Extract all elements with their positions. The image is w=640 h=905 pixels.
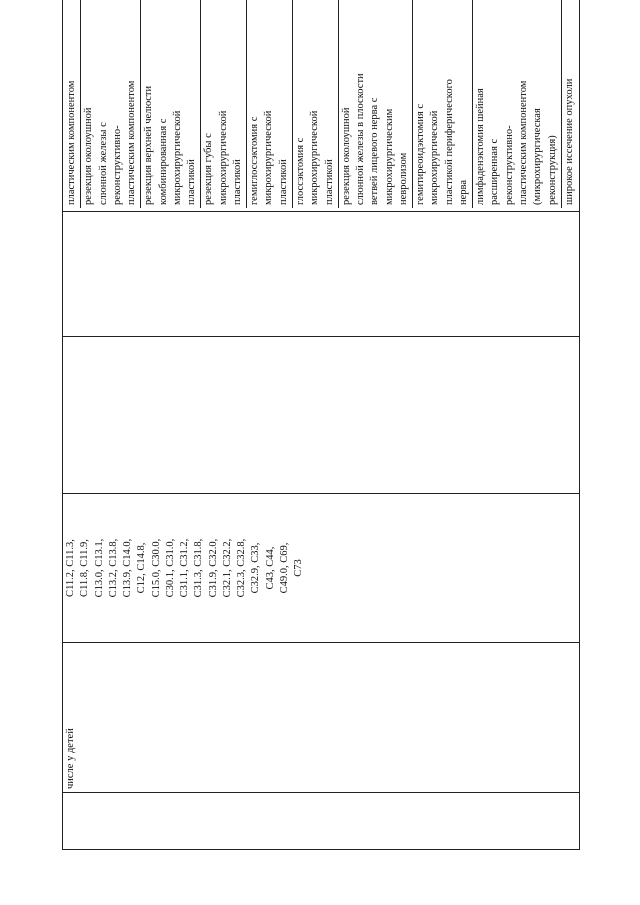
procedure-item xyxy=(293,0,339,208)
procedure-line: лимфаденэктомия шейная xyxy=(475,88,487,205)
procedure-line: реконструкция) xyxy=(546,135,558,205)
cell-procedure-list xyxy=(63,0,580,212)
procedure-line: реконструктивно- xyxy=(111,125,123,205)
procedure-line: резекция околоушной xyxy=(83,107,95,205)
icd-code-line: C32.9, C33, xyxy=(250,542,262,594)
procedure-line: гемиглоссэктомия с xyxy=(249,116,261,205)
procedure-line: слюнной железы с xyxy=(97,122,109,205)
procedure-item xyxy=(201,0,247,208)
icd-code-line: C31.1, C31.2, xyxy=(179,538,191,598)
procedure-line: микрохирургической xyxy=(171,110,183,205)
procedure-line: микрохирургическим xyxy=(383,108,395,205)
procedure-line: резекция околоушной xyxy=(340,107,352,205)
icd-code-line: C11.2, C11.3, xyxy=(65,539,76,597)
procedure-line: нерва xyxy=(457,179,469,205)
procedure-line: резекция верхней челюсти xyxy=(143,85,155,205)
icd-code-line: C32.1, C32.2, xyxy=(221,538,233,598)
procedure-line: пластикой xyxy=(323,159,335,205)
procedure-line: гемитиреоидэктомия с xyxy=(415,103,427,205)
procedure-line: расширенная с xyxy=(489,138,501,205)
medical-procedures-table xyxy=(62,0,580,850)
icd-code-line: C43, C44, xyxy=(264,546,276,590)
icd-code-line: C15.0, C30.0, xyxy=(150,538,162,598)
cell-number xyxy=(63,793,580,850)
icd-code-line: C13.0, C13.1, xyxy=(93,538,105,598)
procedure-line: реконструктивно- xyxy=(503,125,515,205)
procedure-line: ветвей лицевого нерва с xyxy=(369,97,381,205)
icd-code-line: C12, C14.8, xyxy=(136,542,148,594)
icd-code-line: C49.0, C69, xyxy=(278,542,290,594)
procedure-item xyxy=(81,0,141,208)
table-row xyxy=(63,0,580,850)
procedure-line: невролизом xyxy=(397,152,409,205)
procedure-line: пластикой периферического xyxy=(443,79,455,205)
cell-patient-model xyxy=(63,337,580,494)
cell-profile: числе у детей xyxy=(63,643,580,793)
cell-treatment-type xyxy=(63,212,580,337)
procedure-line: резекция губы с xyxy=(203,133,215,205)
icd-code-line: C73 xyxy=(293,559,305,577)
procedure-item xyxy=(64,0,81,208)
cell-icd-codes xyxy=(63,494,580,643)
rotated-table-wrapper xyxy=(62,22,575,850)
icd-code-line: C31.9, C32.0, xyxy=(207,538,219,598)
procedure-line: микрохирургической xyxy=(429,110,441,205)
procedure-line: микрохирургической xyxy=(217,110,229,205)
procedure-item xyxy=(473,0,562,208)
procedure-line: пластическим компонентом xyxy=(126,80,138,205)
procedure-item xyxy=(339,0,413,208)
icd-code-line: C13.2, C13.8, xyxy=(107,538,119,598)
procedure-item xyxy=(247,0,293,208)
procedure-line: микрохирургической xyxy=(263,110,275,205)
icd-code-line: C30.1, C31.0, xyxy=(164,538,176,598)
procedure-line: пластическим компонентом xyxy=(517,80,529,205)
procedure-line: комбинированная с xyxy=(157,118,169,205)
procedure-item xyxy=(562,0,578,208)
procedure-line: пластикой xyxy=(277,159,289,205)
procedure-line: пластикой xyxy=(186,159,198,205)
procedure-line: микрохирургической xyxy=(309,110,321,205)
procedure-item xyxy=(141,0,201,208)
procedure-line: глоссэктомия с xyxy=(294,137,306,205)
procedure-line: пластическим компонентом xyxy=(66,80,77,205)
icd-code-line: C32.3, C32.8, xyxy=(236,538,248,598)
procedure-line: слюнной железы в плоскости xyxy=(355,73,367,205)
icd-code-line: C31.3, C31.8, xyxy=(193,538,205,598)
procedure-item xyxy=(413,0,473,208)
icd-code-line: C13.9, C14.0, xyxy=(122,538,134,598)
procedure-line: (микрохирургическая xyxy=(532,108,544,205)
icd-code-line: C11.8, C11.9, xyxy=(79,539,91,597)
procedure-line: широкое иссечение опухоли xyxy=(563,78,575,205)
procedure-line: пластикой xyxy=(231,159,243,205)
